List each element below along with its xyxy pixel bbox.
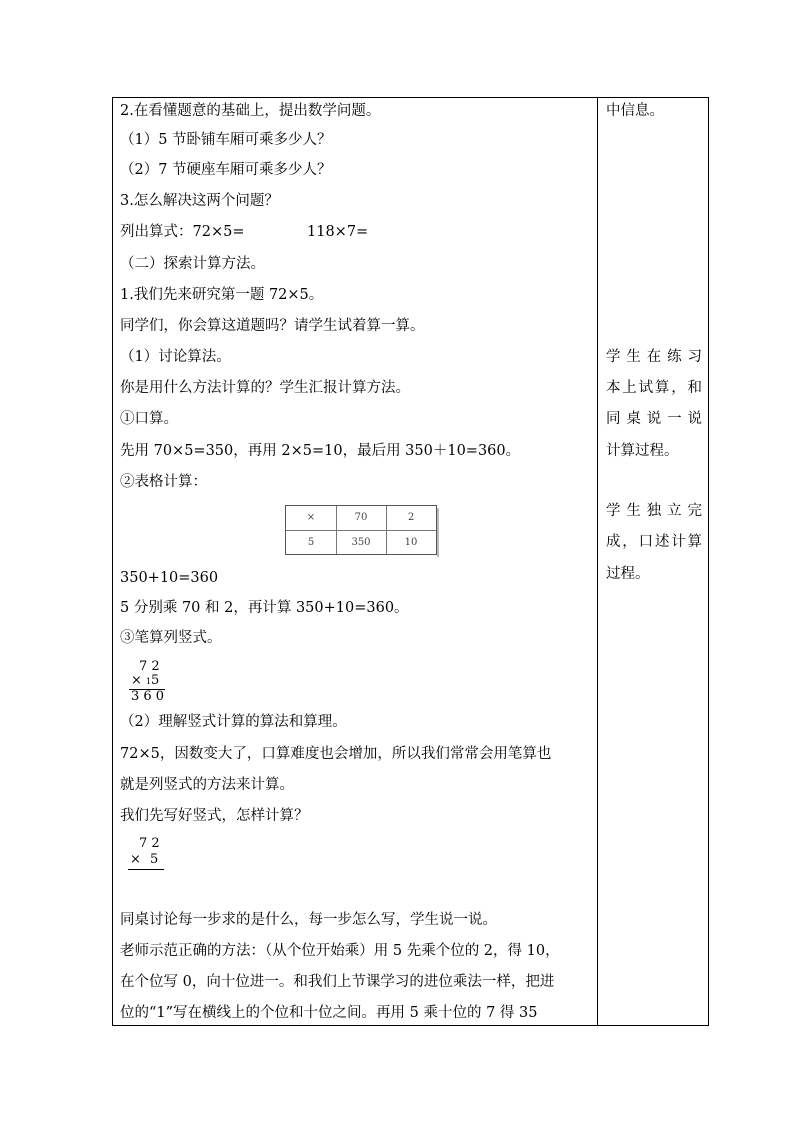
grid-cell: 70: [354, 512, 368, 523]
carry-digit: 1: [146, 677, 152, 686]
text-line: 118×7=: [307, 224, 369, 240]
vertical-multiplication-setup: [126, 836, 170, 870]
text-line: 2.在看懂题意的基础上，提出数学问题。: [120, 103, 381, 119]
text-line: 老师示范正确的方法：（从个位开始乘）用 5 先乘个位的 2，得 10，: [120, 943, 560, 959]
text-line: 位的“1”写在横线上的个位和十位之间。再用 5 乘十位的 7 得 35: [120, 1005, 538, 1021]
text-line: 同学们，你会算这道题吗？请学生试着算一算。: [120, 318, 425, 334]
text-line: 350+10=360: [120, 570, 219, 586]
grid-shadow: [437, 508, 439, 557]
text-line: 你是用什么方法计算的？学生汇报计算方法。: [120, 380, 410, 396]
text-line: 5 分别乘 70 和 2，再计算 350+10=360。: [120, 600, 409, 616]
grid-cell: 350: [351, 537, 371, 548]
text-line: 列出算式：72×5=: [120, 224, 245, 240]
grid-cell: ×: [306, 512, 316, 523]
side-text-line: 本上试算，和: [606, 380, 702, 396]
text-line: （1）讨论算法。: [120, 349, 231, 365]
multiplier: 5: [151, 673, 160, 688]
product: 3 6 0: [131, 689, 165, 704]
grid-cell: 10: [404, 537, 418, 548]
text-line: （2）理解竖式计算的算法和算理。: [120, 714, 347, 730]
grid-cell: 5: [307, 537, 315, 548]
text-line: ③笔算列竖式。: [120, 630, 222, 646]
multiplication-grid-table: [285, 505, 437, 555]
text-line: 我们先写好竖式，怎样计算？: [120, 808, 309, 824]
text-line: （1）5 节卧铺车厢可乘多少人？: [120, 132, 332, 148]
text-line: ②表格计算：: [120, 474, 207, 490]
side-text-line: 成，口述计算: [606, 534, 702, 550]
text-line: 在个位写 0，向十位进一。和我们上节课学习的进位乘法一样，把进: [120, 974, 555, 990]
multiplicand: 7 2: [139, 659, 160, 674]
side-text-line: 同桌说一说: [606, 411, 702, 427]
text-line: 同桌讨论每一步求的是什么，每一步怎么写，学生说一说。: [120, 912, 497, 928]
vertical-multiplication-result: [127, 659, 171, 705]
text-line: 72×5，因数变大了，口算难度也会增加，所以我们常常会用笔算也: [120, 746, 552, 762]
text-line: （2）7 节硬座车厢可乘多少人？: [120, 162, 332, 178]
multiply-sign: ×: [131, 673, 142, 688]
side-text-line: 中信息。: [606, 103, 664, 119]
text-line: 就是列竖式的方法来计算。: [120, 777, 294, 793]
text-line: （二）探索计算方法。: [120, 256, 265, 272]
text-line: 3.怎么解决这两个问题？: [120, 193, 279, 209]
multiplier: 5: [150, 852, 159, 867]
side-text-line: 计算过程。: [606, 443, 679, 459]
text-line: 先用 70×5=350，再用 2×5=10，最后用 350＋10=360。: [120, 443, 521, 459]
multiplicand: 7 2: [139, 836, 160, 851]
lesson-plan-table: [112, 97, 709, 1026]
column-divider: [597, 98, 598, 1025]
grid-cell: 2: [407, 512, 415, 523]
side-text-line: 过程。: [606, 566, 650, 582]
multiply-sign: ×: [130, 852, 141, 867]
side-text-line: 学生独立完: [606, 503, 702, 519]
equation-rule: [128, 869, 164, 870]
side-text-line: 学生在练习: [606, 349, 702, 365]
text-line: ①口算。: [120, 411, 178, 427]
grid-line: [286, 530, 436, 531]
text-line: 1.我们先来研究第一题 72×5。: [120, 287, 324, 303]
